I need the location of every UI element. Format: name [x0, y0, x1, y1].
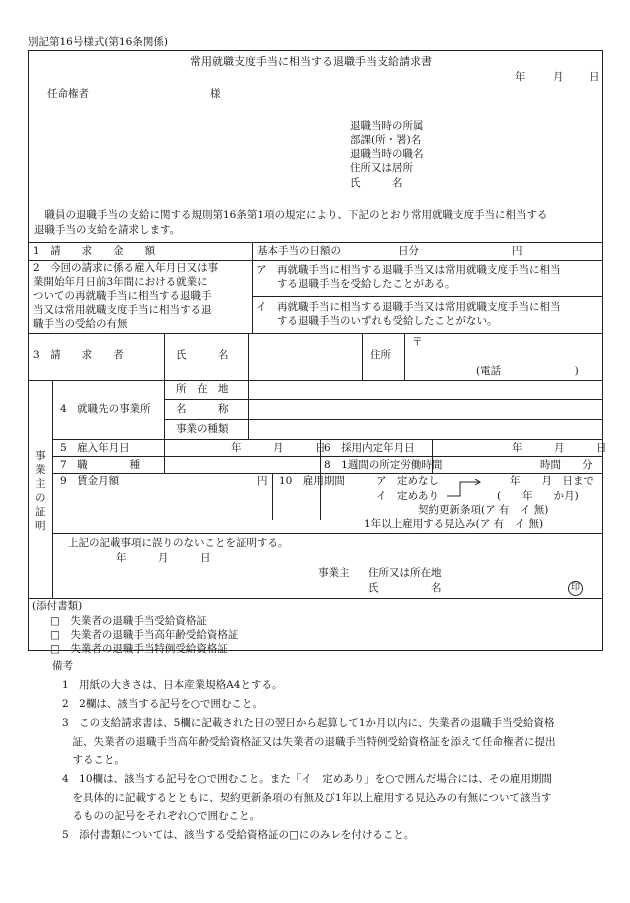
- s1-days-unit: 日分: [398, 245, 419, 257]
- frame-right: [602, 50, 603, 651]
- form-number: 別記第16号様式(第16条関係): [28, 36, 168, 48]
- rule-s7-top: [52, 456, 603, 457]
- form-title: 常用就職支度手当に相当する退職手当支給請求書: [190, 55, 432, 68]
- s10-one-year[interactable]: 1年以上雇用する見込み(ア 有 イ 無): [364, 518, 544, 530]
- rule-attach-top: [28, 598, 603, 599]
- s2-option-i-2: する退職手当のいずれも受給したことがない。: [256, 315, 498, 327]
- rule-s4-r1: [164, 399, 603, 400]
- attachment-item-3[interactable]: □ 失業者の退職手当特例受給資格証: [50, 643, 228, 655]
- s2-label-2: 業開始年月日前3年間における就業に: [33, 276, 208, 288]
- appointer-suffix: 様: [210, 88, 221, 100]
- emp-side-1: 事: [35, 450, 46, 462]
- s5-label: 5 雇入年月日: [60, 442, 130, 454]
- rule-s9-top: [52, 473, 603, 474]
- attachment-item-2[interactable]: □ 失業者の退職手当高年齢受給資格証: [50, 629, 239, 641]
- rule-emp-side: [52, 380, 53, 599]
- arrow-icon: [446, 479, 482, 497]
- s4-location: 所 在 地: [176, 383, 229, 395]
- s2-label-1: 2 今回の請求に係る雇入年月日又は事: [33, 262, 219, 274]
- s7-label: 7 職 種: [60, 459, 141, 471]
- s8-label: 8 1週間の所定労働時間: [324, 459, 443, 471]
- s2-option-a-2: する退職手当を受給したことがある。: [256, 278, 456, 290]
- rule-s3-div4: [404, 333, 405, 380]
- emp-side-6: 明: [35, 520, 46, 532]
- s3-phone: (電話 ): [476, 365, 579, 377]
- attachments-label: (添付書類): [32, 600, 83, 612]
- rule-s1-top: [28, 242, 603, 243]
- frame-top: [28, 50, 603, 51]
- note-item-3a: 3 この支給請求書は、5欄に記載された日の翌日から起算して1か月以内に、失業者の退職手当受給資格: [62, 717, 555, 729]
- header-month: 月: [553, 71, 564, 83]
- attachment-item-1[interactable]: □ 失業者の退職手当受給資格証: [50, 615, 207, 627]
- note-item-4b: を具体的に記載するとともに、契約更新条項の有無及び1年以上雇用する見込みの有無について該当す: [62, 792, 552, 804]
- rule-s5-top: [52, 439, 603, 440]
- employer-address-label: 住所又は所在地: [368, 567, 442, 579]
- s4-label: 4 就職先の事業所: [60, 403, 151, 415]
- emp-side-2: 業: [35, 464, 46, 476]
- retiree-position-label: 退職当時の職名: [350, 148, 424, 160]
- note-item-3c: すること。: [62, 754, 125, 766]
- s3-postal: 〒: [412, 336, 423, 348]
- s2-label-5: 職手当の受給の有無: [33, 318, 128, 330]
- rule-cert-top: [52, 533, 603, 534]
- s2-label-4: 当又は常用就職支度手当に相当する退: [33, 304, 212, 316]
- intro-line-2: 退職手当の支給を請求します。: [34, 224, 181, 236]
- s4-company-name: 名 称: [176, 403, 229, 415]
- s4-business-type: 事業の種類: [176, 423, 229, 435]
- s1-daily-basic: 基本手当の日額の: [257, 245, 341, 257]
- rule-emp-top: [28, 380, 603, 381]
- emp-side-4: の: [35, 492, 46, 504]
- header-year: 年: [515, 71, 526, 83]
- note-item-5: 5 添付書類については、該当する受給資格証の□にのみレを付けること。: [62, 829, 415, 841]
- s10-until: 年 月 日まで: [510, 475, 594, 487]
- rule-s4-div2: [248, 380, 249, 439]
- s9-label: 9 賃金月額: [60, 475, 120, 487]
- s3-label: 3 請 求 者: [33, 349, 124, 361]
- rule-s3-div2: [248, 333, 249, 380]
- retiree-name-label: 氏 名: [350, 177, 403, 189]
- rule-s4-r2: [164, 419, 603, 420]
- note-item-1: 1 用紙の大きさは、日本産業規格A4とする。: [62, 679, 283, 691]
- rule-s3-top: [28, 333, 603, 334]
- s8-hours: 時間 分: [540, 459, 593, 471]
- cert-statement: 上記の記載事項に誤りのないことを証明する。: [68, 537, 289, 549]
- rule-s3-div3: [362, 333, 363, 380]
- rule-s2-top: [28, 260, 603, 261]
- retiree-affiliation-label: 退職当時の所属: [350, 120, 424, 132]
- s2-option-i-1[interactable]: イ 再就職手当に相当する退職手当又は常用就職支度手当に相当: [256, 301, 561, 313]
- s10-renewal[interactable]: 契約更新条項(ア 有 イ 無): [418, 504, 549, 516]
- note-item-3b: 証、失業者の退職手当高年齢受給資格証又は失業者の退職手当特例受給資格証を添えて任命権者に提出: [62, 736, 556, 748]
- note-item-4a: 4 10欄は、該当する記号を○で囲むこと。また「イ 定めあり」を○で囲んだ場合には、その雇用期間: [62, 773, 552, 785]
- intro-line-1: 職員の退職手当の支給に関する規則第16条第1項の規定により、下記のとおり常用就職支度手当に相当する: [34, 209, 548, 221]
- employer-label: 事業主: [318, 567, 350, 579]
- seal-icon: 印: [568, 581, 583, 596]
- s10-label: 10 雇用期間: [279, 475, 345, 487]
- s6-date: 年 月 日: [512, 442, 607, 454]
- s10-option-i[interactable]: イ 定めあり: [376, 490, 439, 502]
- rule-s4-div1: [164, 380, 165, 439]
- s2-label-3: ついての再就職手当に相当する退職手: [33, 290, 212, 302]
- rule-s2-mid: [252, 296, 603, 297]
- s2-option-a-1[interactable]: ア 再就職手当に相当する退職手当又は常用就職支度手当に相当: [256, 264, 561, 276]
- emp-side-3: 主: [35, 478, 46, 490]
- s3-name-label: 氏 名: [176, 349, 229, 361]
- rule-s1-div: [252, 242, 253, 260]
- rule-s3-div1: [164, 333, 165, 380]
- retiree-address-label: 住所又は居所: [350, 162, 413, 174]
- note-item-4c: るものの記号をそれぞれ○で囲むこと。: [62, 810, 261, 822]
- employer-name-label: 氏 名: [368, 582, 442, 594]
- appointer-label: 任命権者: [47, 88, 89, 100]
- retiree-department-label: 部課(所・署)名: [350, 134, 422, 146]
- rule-s9-div: [272, 473, 273, 520]
- s10-option-a[interactable]: ア 定めなし: [376, 475, 439, 487]
- notes-label: 備考: [52, 660, 73, 672]
- s9-yen: 円: [257, 475, 268, 487]
- s3-address-label: 住所: [370, 349, 391, 361]
- s1-label: 1 請 求 金 額: [33, 245, 156, 257]
- s1-yen: 円: [512, 245, 523, 257]
- s10-months: ( 年 か月): [497, 490, 579, 502]
- cert-date: 年 月 日: [116, 552, 211, 564]
- s6-label: 6 採用内定年月日: [324, 442, 415, 454]
- header-day: 日: [589, 71, 600, 83]
- s5-date: 年 月 日: [231, 442, 326, 454]
- frame-left: [28, 50, 29, 651]
- emp-side-5: 証: [35, 506, 46, 518]
- note-item-2: 2 2欄は、該当する記号を○で囲むこと。: [62, 698, 264, 710]
